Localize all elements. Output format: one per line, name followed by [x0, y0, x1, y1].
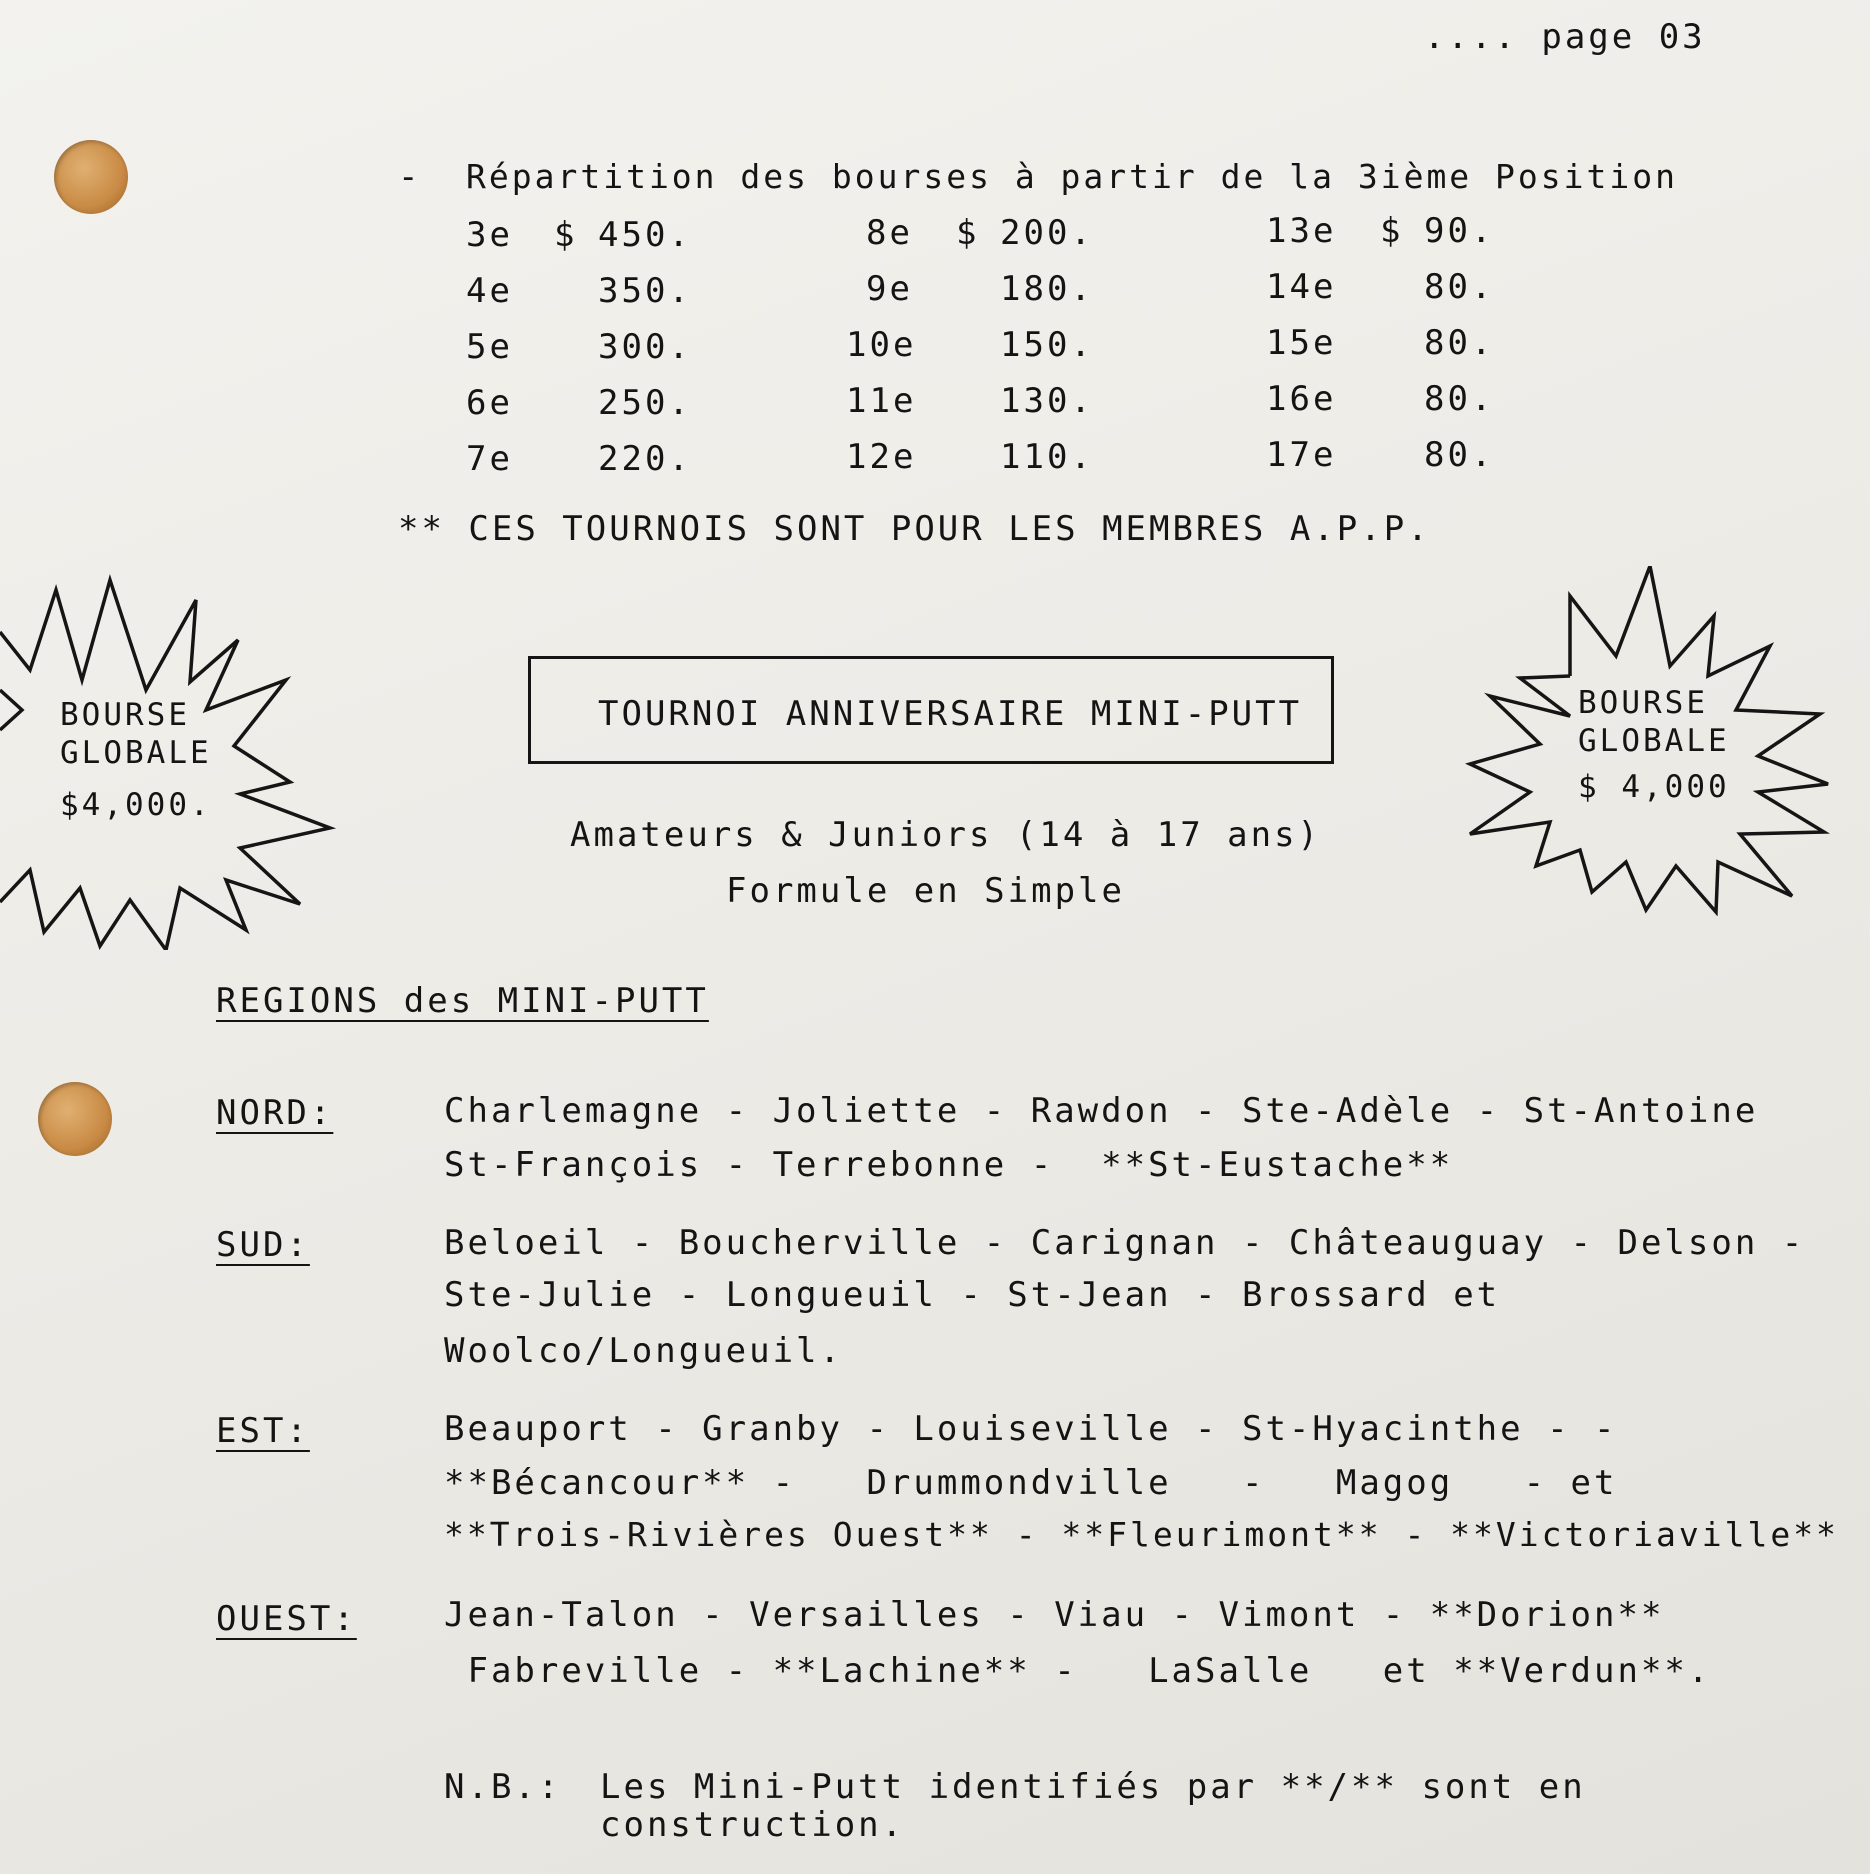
- prize-amount: 80.: [1424, 435, 1495, 475]
- binder-hole-bottom: [38, 1082, 112, 1156]
- nb-line-2: construction.: [600, 1805, 906, 1845]
- region-label-ouest: OUEST:: [216, 1599, 357, 1639]
- region-nord-line: Charlemagne - Joliette - Rawdon - Ste-Adèle - St-Antoine: [444, 1091, 1759, 1131]
- prize-pos: 4e: [466, 271, 513, 311]
- region-label-est: EST:: [216, 1411, 310, 1451]
- region-sud-line: Woolco/Longueuil.: [444, 1331, 843, 1371]
- prize-amount: 200.: [1000, 213, 1094, 253]
- prize-amount: 90.: [1424, 211, 1495, 251]
- region-sud-line: Ste-Julie - Longueuil - St-Jean - Brossard et: [444, 1275, 1501, 1315]
- region-sud-line: Beloeil - Boucherville - Carignan - Châteauguay - Delson -: [444, 1223, 1806, 1263]
- prize-amount: 80.: [1424, 267, 1495, 307]
- prize-pos: 3e: [466, 215, 513, 255]
- tournament-title: TOURNOI ANNIVERSAIRE MINI-PUTT: [598, 694, 1303, 734]
- prize-currency: $: [1380, 211, 1404, 251]
- prize-pos: 16e: [1266, 379, 1337, 419]
- burst-left-line1: BOURSE: [60, 697, 190, 733]
- prize-amount: 180.: [1000, 269, 1094, 309]
- format: Formule en Simple: [726, 871, 1125, 911]
- region-est-line: **Trois-Rivières Ouest** - **Fleurimont** - **Victoriaville**: [444, 1515, 1839, 1554]
- section-dash: -: [398, 157, 422, 197]
- regions-heading: REGIONS des MINI-PUTT: [216, 981, 709, 1021]
- prize-amount: 80.: [1424, 379, 1495, 419]
- prize-amount: 80.: [1424, 323, 1495, 363]
- prize-amount: 220.: [598, 439, 692, 479]
- prize-pos: 6e: [466, 383, 513, 423]
- prize-pos: 5e: [466, 327, 513, 367]
- prize-amount: 130.: [1000, 381, 1094, 421]
- prize-pos: 12e: [846, 437, 917, 477]
- prize-pos: 9e: [866, 269, 913, 309]
- prize-pos: 14e: [1266, 267, 1337, 307]
- region-est-line: **Bécancour** - Drummondville - Magog - et: [444, 1463, 1618, 1503]
- prize-amount: 150.: [1000, 325, 1094, 365]
- region-ouest-line: Jean-Talon - Versailles - Viau - Vimont - **Dorion**: [444, 1595, 1665, 1635]
- page-number: .... page 03: [1424, 17, 1706, 57]
- prize-pos: 15e: [1266, 323, 1337, 363]
- burst-right-amount: $ 4,000: [1578, 769, 1730, 805]
- prize-amount: 350.: [598, 271, 692, 311]
- prize-amount: 450.: [598, 215, 692, 255]
- nb-label: N.B.:: [444, 1767, 562, 1807]
- prize-pos: 8e: [866, 213, 913, 253]
- prize-pos: 10e: [846, 325, 917, 365]
- region-nord-line: St-François - Terrebonne - **St-Eustache**: [444, 1145, 1454, 1185]
- prize-currency: $: [956, 213, 980, 253]
- region-est-line: Beauport - Granby - Louiseville - St-Hyacinthe - -: [444, 1409, 1618, 1449]
- prize-pos: 11e: [846, 381, 917, 421]
- prize-pos: 13e: [1266, 211, 1337, 251]
- prize-amount: 110.: [1000, 437, 1094, 477]
- prize-currency: $: [554, 215, 578, 255]
- section-title: Répartition des bourses à partir de la 3ième Position: [466, 157, 1678, 196]
- prize-pos: 7e: [466, 439, 513, 479]
- region-label-sud: SUD:: [216, 1225, 310, 1265]
- prize-amount: 300.: [598, 327, 692, 367]
- participants: Amateurs & Juniors (14 à 17 ans): [570, 815, 1322, 855]
- members-note: ** CES TOURNOIS SONT POUR LES MEMBRES A.P.P.: [398, 509, 1431, 549]
- prize-pos: 17e: [1266, 435, 1337, 475]
- burst-left-line2: GLOBALE: [60, 735, 212, 771]
- nb-line-1: Les Mini-Putt identifiés par **/** sont en: [600, 1767, 1586, 1807]
- burst-right-line1: BOURSE: [1578, 685, 1708, 721]
- region-ouest-line: Fabreville - **Lachine** - LaSalle et **Verdun**.: [444, 1651, 1712, 1691]
- burst-right-line2: GLOBALE: [1578, 723, 1730, 759]
- burst-left-amount: $4,000.: [60, 787, 212, 823]
- binder-hole-top: [54, 140, 128, 214]
- prize-amount: 250.: [598, 383, 692, 423]
- region-label-nord: NORD:: [216, 1093, 334, 1133]
